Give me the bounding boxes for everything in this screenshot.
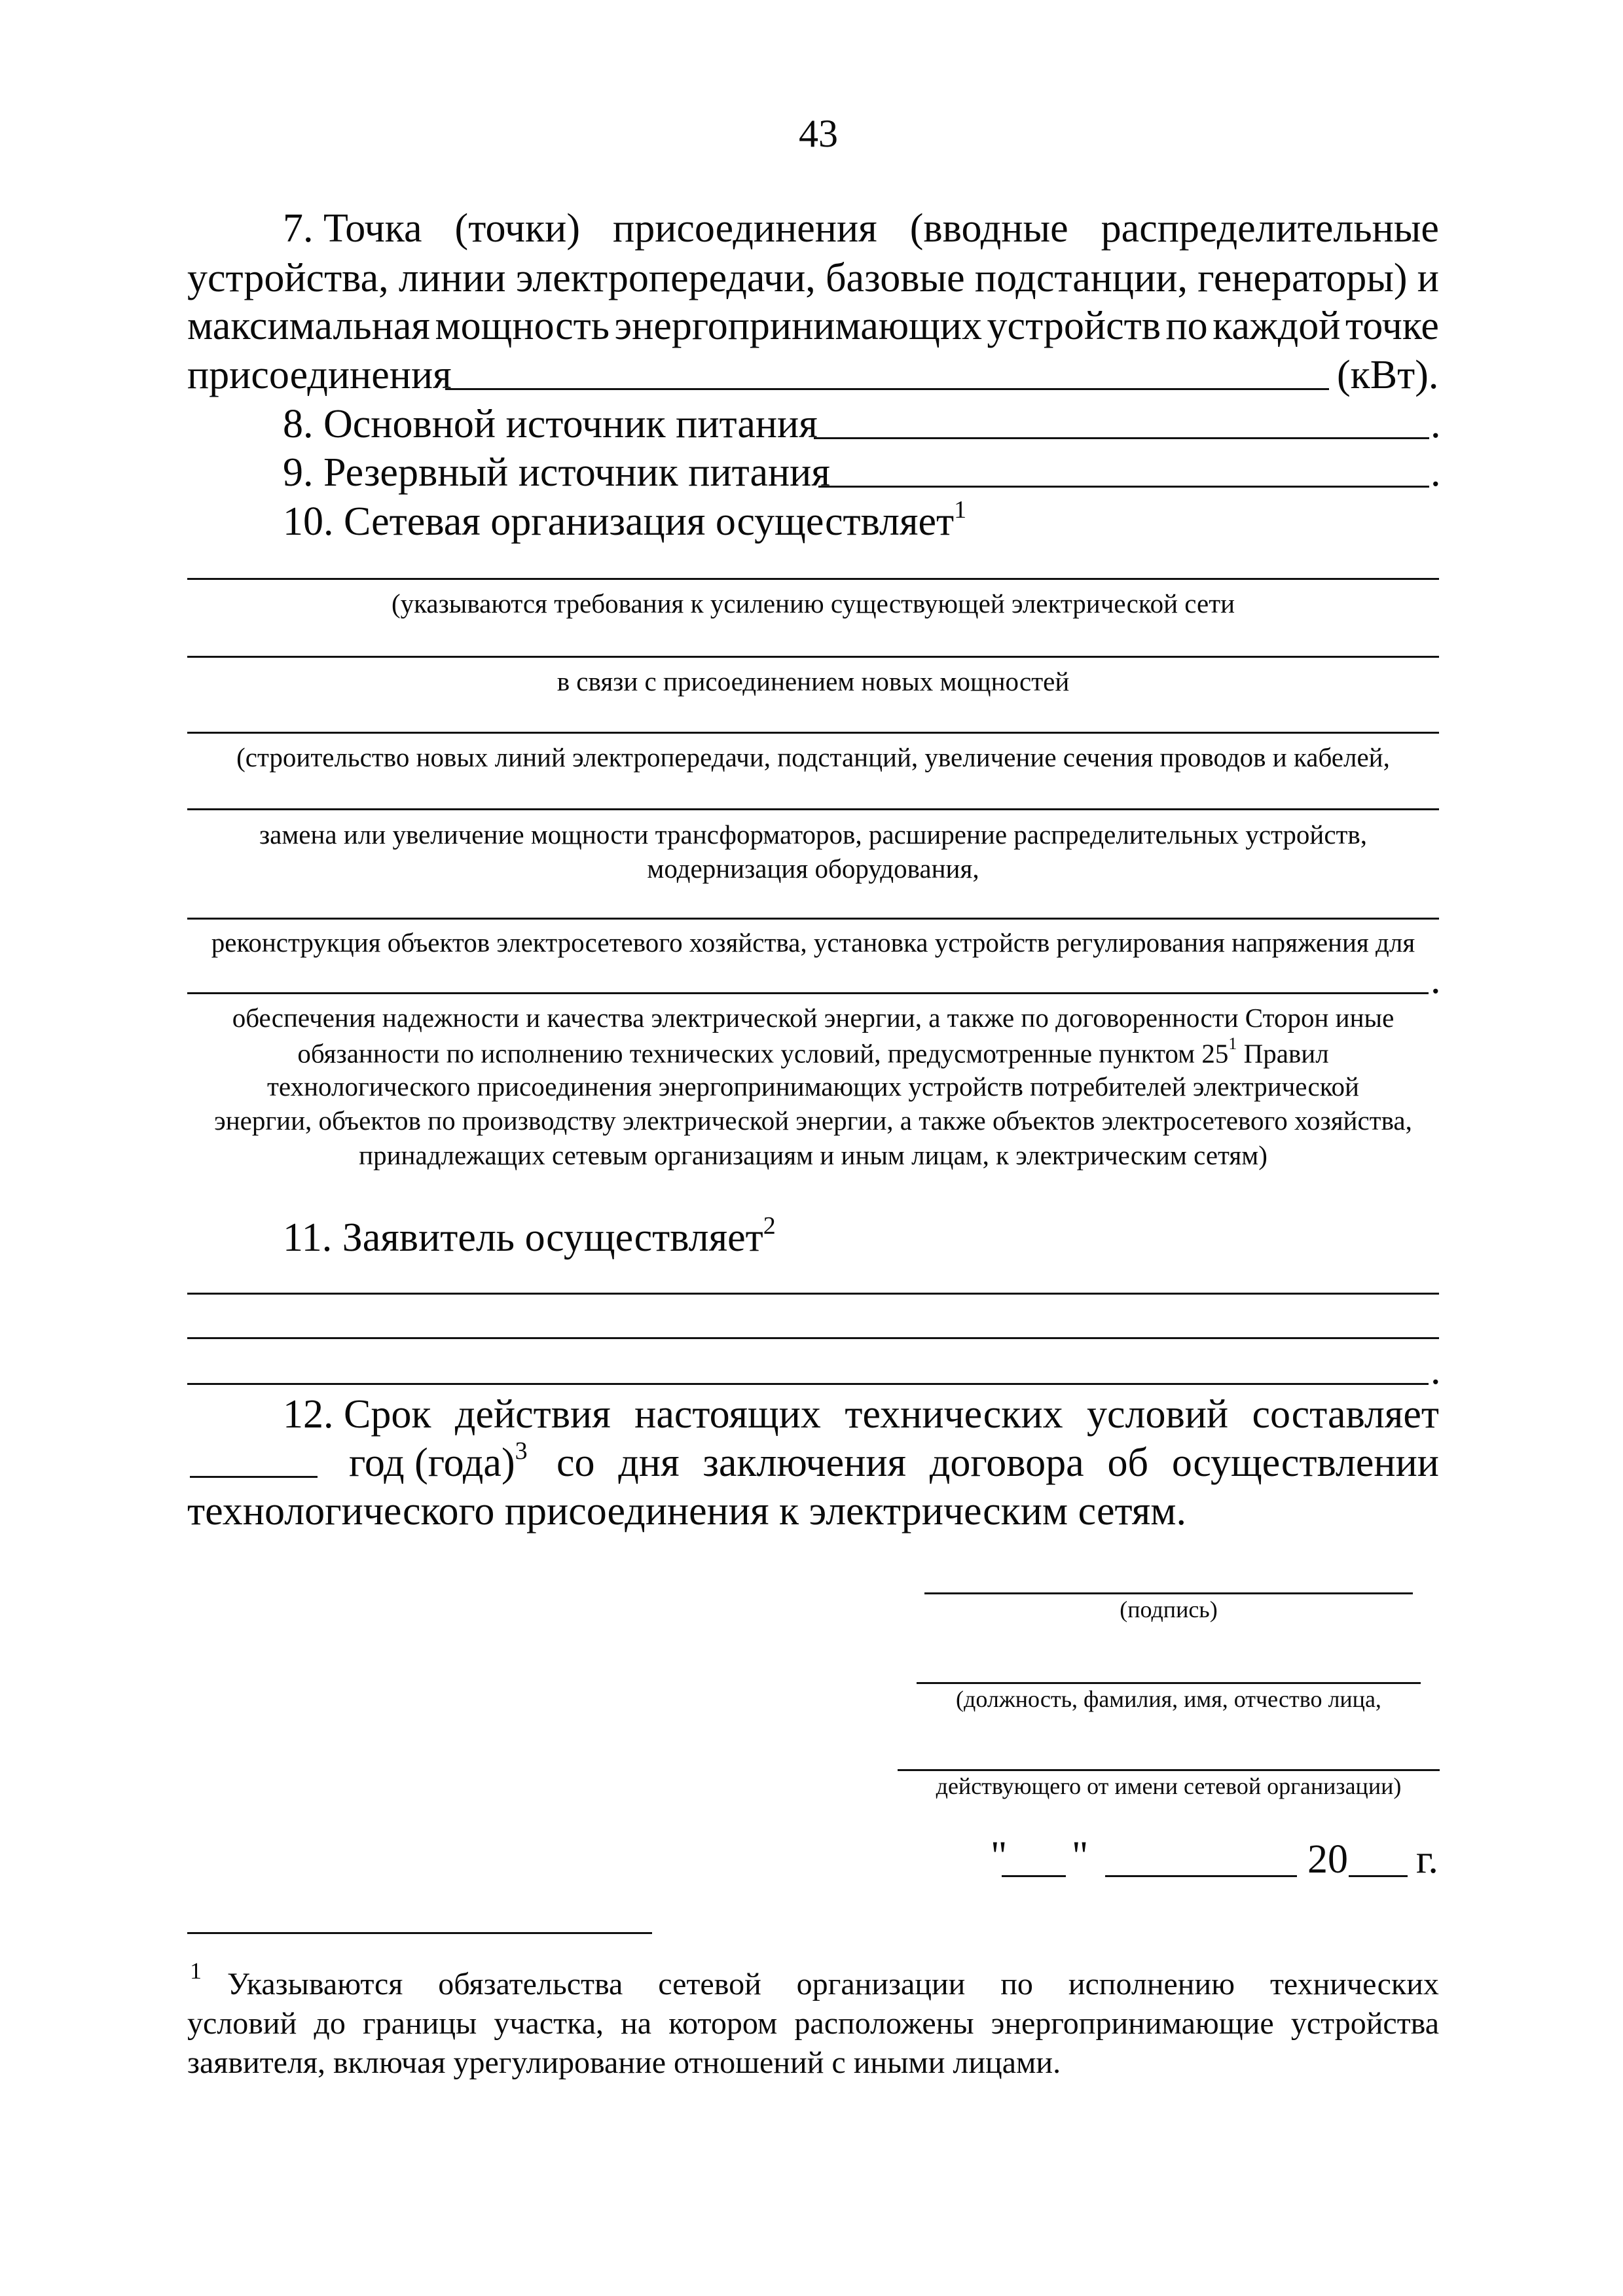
item8-period: . xyxy=(1431,402,1441,446)
item11-field-1[interactable] xyxy=(187,1293,1439,1295)
item11-field-2[interactable] xyxy=(187,1337,1439,1339)
date-quote-close: " xyxy=(1072,1834,1089,1878)
signature-caption: (подпись) xyxy=(1120,1596,1218,1623)
footnote-separator xyxy=(187,1932,652,1934)
footnote-line1: Указываются обязательства сетевой организации по исполнению технических xyxy=(227,1967,1439,2001)
date-suffix: г. xyxy=(1416,1837,1438,1882)
footnote-marker: 1 xyxy=(190,1958,202,1984)
item10-caption-6d: энергии, объектов по производству электрической энергии, а также объектов электросетевого хозяйства, xyxy=(214,1105,1412,1136)
item7-line3: максимальная мощность энергопринимающих устройств по каждой точке xyxy=(187,304,1439,348)
acting-field[interactable] xyxy=(898,1769,1440,1771)
item10-caption-4a: замена или увеличение мощности трансформаторов, расширение распределительных устройств, xyxy=(259,819,1368,850)
item7-power-field[interactable] xyxy=(445,388,1329,390)
item10-field-5[interactable] xyxy=(187,918,1439,920)
date-month-field[interactable] xyxy=(1105,1875,1297,1877)
item12-line1: 12. Срок действия настоящих технических условий составляет xyxy=(283,1392,1439,1437)
item10-label: 10. Сетевая организация осуществляет$^1$ xyxy=(283,496,967,544)
footnote-ref-1: 1 xyxy=(954,496,967,524)
item10-field-1[interactable] xyxy=(187,578,1439,580)
date-year-prefix: 20 xyxy=(1307,1837,1348,1882)
item8-field[interactable] xyxy=(814,437,1429,439)
item7-connection-label: присоединения xyxy=(187,353,452,397)
item10-field-3[interactable] xyxy=(187,732,1439,734)
item10-caption-6a: обеспечения надежности и качества электрической энергии, а также по договоренности Сторон иные xyxy=(232,1003,1395,1033)
item12-line2-rest: со дня заключения договора об осуществлении xyxy=(556,1441,1439,1485)
item10-period: . xyxy=(1431,958,1441,1002)
acting-caption: действующего от имени сетевой организации) xyxy=(936,1773,1402,1799)
item9-period: . xyxy=(1431,450,1441,495)
item10-field-2[interactable] xyxy=(187,656,1439,658)
position-name-field[interactable] xyxy=(917,1682,1421,1684)
footnote-ref-3: 3 xyxy=(515,1437,528,1465)
date-day-field[interactable] xyxy=(1002,1875,1066,1877)
item10-caption-2: в связи с присоединением новых мощностей xyxy=(556,666,1070,696)
item10-caption-6e: принадлежащих сетевым организациям и иным лицам, к электрическим сетям) xyxy=(359,1140,1267,1170)
footnote-line3: заявителя, включая урегулирование отношений с иными лицами. xyxy=(187,2045,1061,2080)
item10-caption-4b: модернизация оборудования, xyxy=(647,853,979,884)
item7-line2: устройства, линии электропередачи, базовые подстанции, генераторы) и xyxy=(187,256,1439,300)
item8-label: 8. Основной источник питания xyxy=(283,402,818,446)
item12-line3: технологического присоединения к электрическим сетям. xyxy=(187,1489,1186,1534)
item10-caption-6c: технологического присоединения энергопринимающих устройств потребителей электрической xyxy=(267,1071,1359,1102)
date-quote-open: " xyxy=(991,1834,1008,1878)
page-number: 43 xyxy=(799,112,838,155)
date-year-field[interactable] xyxy=(1349,1875,1408,1877)
item7-unit: (кВт). xyxy=(1337,353,1439,397)
item10-caption-5: реконструкция объектов электросетевого хозяйства, установка устройств регулирования напряжения для xyxy=(211,927,1415,958)
item9-label: 9. Резервный источник питания xyxy=(283,450,830,495)
item11-label: 11. Заявитель осуществляет$^2$ xyxy=(283,1212,776,1260)
position-name-caption: (должность, фамилия, имя, отчество лица, xyxy=(956,1686,1381,1712)
item10-caption-6b: обязанности по исполнению технических условий, предусмотренные пунктом $25^1$ Правил xyxy=(297,1034,1329,1069)
item12-years-field[interactable] xyxy=(190,1476,318,1478)
item10-caption-1: (указываются требования к усилению существующей электрической сети xyxy=(391,588,1235,619)
item10-field-6[interactable] xyxy=(187,992,1429,994)
signature-field[interactable] xyxy=(924,1592,1413,1594)
item11-period: . xyxy=(1431,1348,1441,1393)
item12-years-label: год (года)$^3$ xyxy=(349,1437,528,1485)
item10-caption-3: (строительство новых линий электропередачи, подстанций, увеличение сечения проводов и кабелей, xyxy=(236,742,1390,772)
item11-field-3[interactable] xyxy=(187,1383,1429,1385)
item10-field-4[interactable] xyxy=(187,808,1439,810)
item7-line1: 7. Точка (точки) присоединения (вводные распределительные xyxy=(283,206,1439,251)
footnote-ref-2: 2 xyxy=(763,1212,776,1240)
footnote-line2: условий до границы участка, на котором расположены энергопринимающие устройства xyxy=(187,2006,1439,2041)
item9-field[interactable] xyxy=(818,486,1429,488)
